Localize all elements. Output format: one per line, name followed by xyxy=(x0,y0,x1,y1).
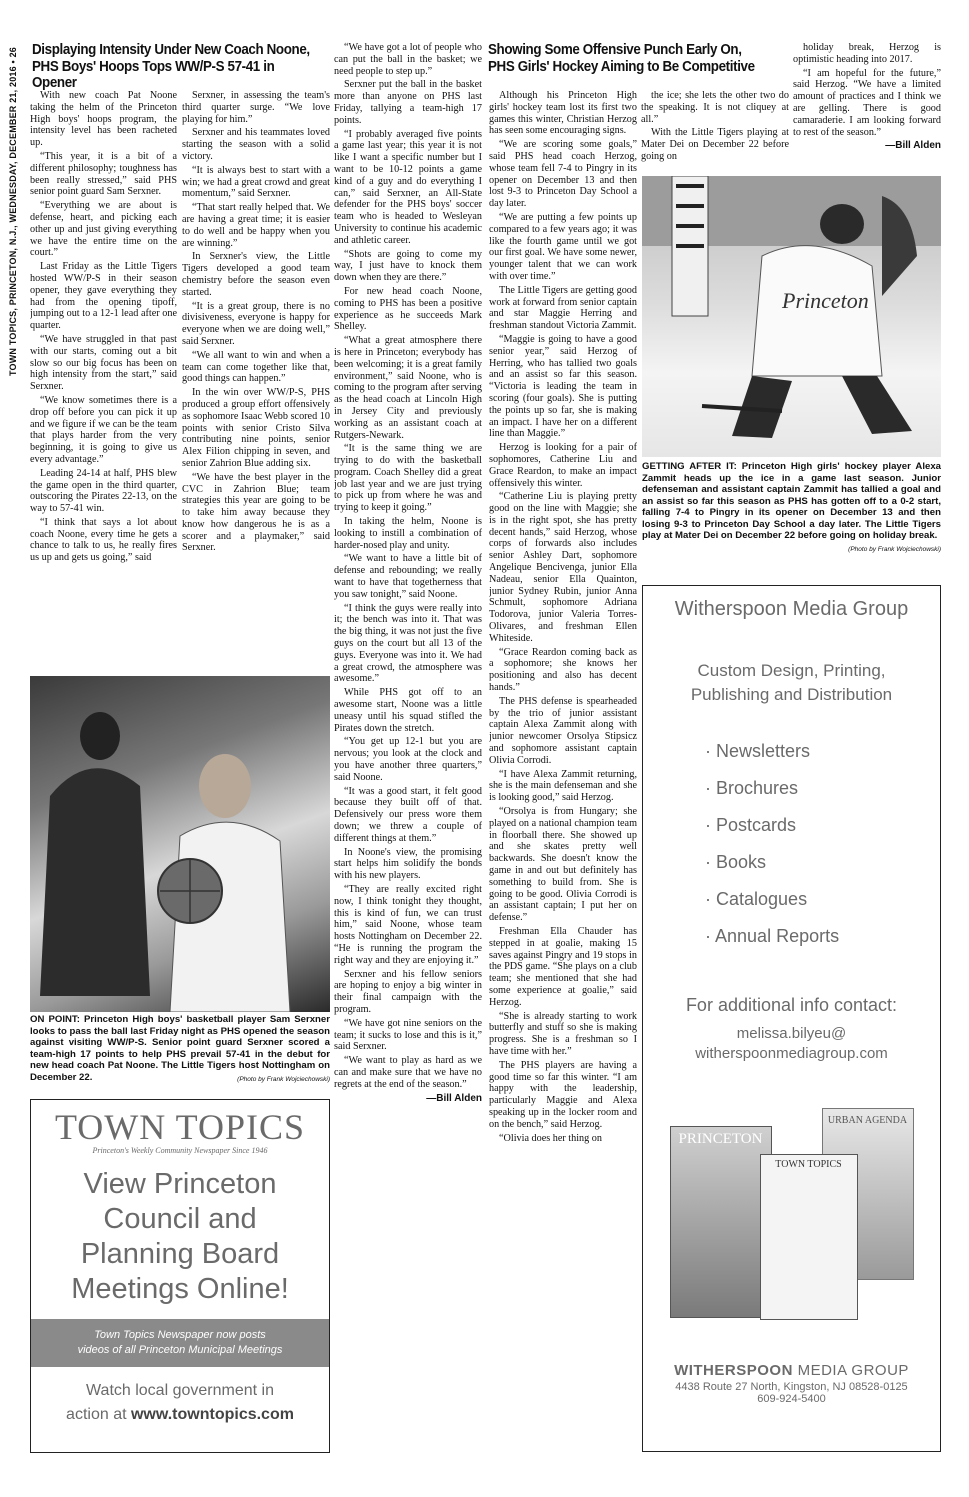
urban-agenda-title: URBAN AGENDA xyxy=(827,1115,908,1126)
town-topics-tagline: Princeton's Weekly Community Newspaper Since 1946 xyxy=(92,1146,268,1155)
boys-caption-text: ON POINT: Princeton High boys' basketball player Sam Serxner looks to pass the ball last Friday night as PHS opened the season against visiting WW/P-S. Senior point guard Serxner scored a team-high 17 points to help PHS prevail 57-41 in the debut for new head coach Pat Noone. The Little Tigers host Nottingham on December 22. xyxy=(30,1014,330,1083)
town-topics-ad xyxy=(30,1099,330,1453)
basketball-player-illustration xyxy=(30,676,330,1012)
paragraph: “Orsolya is from Hungary; she played on a national champion team in floorball there. She showed up and she skates pretty well backwards. She doesn't know the game in and out but definitely has something to build from. She is going to be good. Olivia Corrodi is an assistant captain; I put her on defense.” xyxy=(489,806,637,924)
service-newsletters: · Newsletters xyxy=(705,741,811,761)
paragraph: “It was a good start, it felt good because they built off of that. Defensively our press wore them down; we threw a couple of different things at them.” xyxy=(334,785,482,844)
footer-prefix: action at xyxy=(66,1406,131,1423)
service-annual-reports: · Annual Reports xyxy=(705,926,840,946)
girls-col6-body xyxy=(793,42,941,138)
paragraph: “Olivia does her thing on xyxy=(499,1132,602,1144)
footer-line-2 xyxy=(31,1403,329,1427)
girls-headline-line-2: PHS Girls' Hockey Aiming to Be Competitive xyxy=(488,58,755,75)
footer-line-1: Watch local government in xyxy=(86,1382,274,1399)
jersey-text: Princeton xyxy=(782,288,869,313)
boys-column-1 xyxy=(30,90,177,672)
service-catalogues: · Catalogues xyxy=(705,889,808,909)
paragraph: “We have got nine seniors on the team; it sucks to lose and this is it,” said Serxner. xyxy=(334,1017,482,1053)
witherspoon-subtitle xyxy=(643,659,940,707)
paragraph: holiday break, Herzog is optimistic heading into 2017. xyxy=(793,42,941,65)
ad-headline-line-1: View Princeton xyxy=(83,1168,277,1200)
subtitle-line-1: Custom Design, Printing, xyxy=(697,661,886,680)
boys-col2-body xyxy=(182,90,330,554)
paragraph: “I probably averaged five points a game last year; this year it is not like I want a specific number but I want to be 10-12 points a game kind of a guy and do everything I can,” said Serxner, an All-State defender for the PHS boys' soccer team who is headed to Wesleyan University to continue his academic and athletic career. xyxy=(334,128,482,246)
paragraph: In Serxner's view, the Little Tigers developed a good team chemistry before the season even started. xyxy=(182,251,330,298)
brand-bold: WITHERSPOON xyxy=(674,1362,793,1379)
paragraph: Serxner put the ball in the basket more than anyone on PHS last Friday, tallying a team-high 17 points. xyxy=(334,79,482,126)
boys-headline-line-1: Displaying Intensity Under New Coach Noone, xyxy=(32,42,310,58)
paragraph: “They are really excited right now, I think tonight they thought, this is kind of fun, we can trust him,” said Noone, whose team hosts Nottingham on December 22. “He is running the program the right way and they are enjoying it.” xyxy=(334,883,482,966)
paragraph: “We are scoring some goals,” said PHS head coach Herzog, whose team fell 7-4 to Pingry in its opener on December 13 and then lost 9-3 to Princeton Day School a day later. xyxy=(489,139,637,210)
paragraph: The PHS players are having a good time so far this winter. “I am happy with the leadership, particularly Maggie and Alexa speaking up in the locker room and on the bench,” said Herzog. xyxy=(489,1059,637,1130)
ad-grey-band xyxy=(31,1319,329,1367)
girls-photo-caption xyxy=(642,461,941,555)
paragraph: “You get up 12-1 but you are nervous; you look at the clock and you have another three quarters,” said Noone. xyxy=(334,736,482,783)
email-line-2: witherspoonmediagroup.com xyxy=(695,1045,888,1062)
girls-column-4 xyxy=(489,90,637,1455)
paragraph: For new head coach Noone, coming to PHS has been a positive experience as he succeeds Mark Shelley. xyxy=(334,285,482,333)
girls-headline-line-1: Showing Some Offensive Punch Early On, xyxy=(488,42,742,58)
witherspoon-phone: 609-924-5400 xyxy=(757,1393,826,1405)
boys-column-2 xyxy=(182,90,330,672)
ad-headline-line-4: Meetings Online! xyxy=(71,1273,289,1305)
paragraph: In the win over WW/P-S, PHS produced a group effort offensively as sophomore Isaac Webb scored 10 points with senior Cristo Silva contributing nine points, senior Alex Filion chipping in seven, and senior Zahrion Blue adding six. xyxy=(182,387,330,469)
paragraph: With the Little Tigers playing at Mater Dei on December 22 before going on xyxy=(641,127,789,162)
paragraph: the ice; she lets the other two do the speaking. It is not cliquey at all.” xyxy=(641,90,789,125)
boys-photo-caption xyxy=(30,1014,330,1085)
paragraph: “We want to have a little bit of defense and rebounding; we really want to have that togetherness that you saw tonight,” said Noone. xyxy=(334,553,482,600)
paragraph: “We have got a lot of people who can put the ball in the basket; we need people to step up.” xyxy=(334,42,482,77)
paragraph: “She is already starting to work butterfly and stuff so she is making progress. She is a freshman so I have time with her.” xyxy=(489,1010,637,1057)
girls-col5-body xyxy=(641,90,789,163)
witherspoon-title: Witherspoon Media Group xyxy=(674,598,909,620)
paragraph: “We all want to win and when a team can come together like that, good things can happen.” xyxy=(182,349,330,385)
hockey-player-illustration xyxy=(642,176,941,457)
hockey-photo xyxy=(642,176,941,457)
services-list xyxy=(705,733,940,955)
paragraph: While PHS got off to an awesome start, Noone was a little uneasy until his squad stifled the Pirates down the stretch. xyxy=(334,687,482,734)
basketball-photo xyxy=(30,676,330,1012)
witherspoon-brand xyxy=(643,1362,940,1379)
subtitle-line-2: Publishing and Distribution xyxy=(690,685,893,704)
paragraph: “Maggie is going to have a good senior year,” said Herzog of Herring, who has tallied two goals and an assist so far this season. “Victoria is leading the team in scoring (four goals). She is putting the points up so far, she is making an impact. I have her on a different line than Maggie.” xyxy=(489,333,637,440)
paragraph: The PHS defense is spearheaded by the trio of junior assistant captain Alexa Zammit along with junior newcomer Orsolya Stipsicz and sophomore assistant captain Olivia Corrodi. xyxy=(489,695,637,766)
paragraph: “This year, it is a bit of a different philosophy; toughness has been really stressed,” said PHS senior point guard Sam Serxner. xyxy=(30,150,177,198)
towntopics-link[interactable]: www.towntopics.com xyxy=(130,1406,294,1423)
paragraph: “I am hopeful for the future,” said Herzog. “We have a limited amount of practices and I think we are gelling. There is good camaraderie. I am looking forward to rest of the season.” xyxy=(793,67,941,138)
paragraph: “I have Alexa Zammit returning, she is the main defenseman and she is looking good,” said Herzog. xyxy=(489,768,637,804)
ad-footer xyxy=(31,1379,329,1427)
band-line-2: videos of all Princeton Municipal Meetings xyxy=(77,1344,283,1356)
paragraph: “It is the same thing we are trying to do with the basketball program. Coach Shelley did a great job last year and we are just trying to pick up from where he was and trying to keep it going.” xyxy=(334,443,482,514)
paragraph: “I think the guys were really into it; the bench was into it. That was the big thing, it was not just the five guys on the court but all 13 of the guys. Everyone was into it. We had a great crowd, the atmosphere was awesome.” xyxy=(334,602,482,685)
paragraph: Last Friday as the Little Tigers hosted WW/P-S in their season opener, they gave everything they had from the opening tipoff, jumping out to a 12-1 lead after one quarter. xyxy=(30,261,177,332)
paragraph: Herzog is looking for a pair of sophomores, Catherine Liu and Grace Reardon, to make an impact offensively this winter. xyxy=(489,442,637,489)
princeton-magazine-title: PRINCETON xyxy=(678,1131,763,1147)
paragraph: “We know sometimes there is a drop off before you can pick it up and we figure if we can be the team that plays harder from the very beginning, it is going to give us every advantage.” xyxy=(30,394,177,465)
paragraph: The Little Tigers are getting good work at forward from senior captain and star Maggie Herring and freshman standout Victoria Zammit. xyxy=(489,284,637,332)
contact-heading: For additional info contact: xyxy=(685,995,898,1015)
boys-col3-body xyxy=(334,42,482,1091)
girls-col4-body xyxy=(489,90,637,1144)
paragraph: Leading 24-14 at half, PHS blew the game open in the third quarter, outscoring the Pirates 22-13, on the way to 57-41 win. xyxy=(30,467,177,515)
ad-headline-line-2: Council and xyxy=(103,1203,257,1235)
ad-headline-line-3: Planning Board xyxy=(80,1238,280,1270)
girls-photo-credit: (Photo by Frank Wojciechowski) xyxy=(848,545,941,553)
service-books: · Books xyxy=(705,852,767,872)
boys-photo-credit: (Photo by Frank Wojciechowski) xyxy=(237,1075,330,1083)
ad-headline xyxy=(31,1167,329,1307)
boys-signature: —Bill Alden xyxy=(426,1092,482,1104)
paragraph: Serxner and his teammates loved starting the season with a solid victory. xyxy=(182,127,330,162)
band-line-1: Town Topics Newspaper now posts xyxy=(94,1329,266,1341)
girls-headline xyxy=(488,42,767,75)
boys-column-3 xyxy=(334,42,482,1442)
service-brochures: · Brochures xyxy=(705,778,799,798)
paragraph: Serxner and his fellow seniors are hoping to enjoy a big winter in their final campaign with the program. xyxy=(334,968,482,1015)
paragraph: Serxner, in assessing the team's third quarter surge. “We love playing for him.” xyxy=(182,90,330,125)
paragraph: “Catherine Liu is playing pretty good on the line with Maggie; she is in the right spot, she has pretty decent hands,” said Herzog, whose corps of forwards also includes senior Ashley Dart, sophomore Angelique Bencivenga, junior Ella Nadeau, senior Ella Quainton, junior Sydney Rubin, junior Anna Schmult, sophomore Adriana Todorova, junior Valeria Torres-Olivares, and freshman Ellen Whiteside. xyxy=(489,491,637,644)
brand-rest: MEDIA GROUP xyxy=(792,1362,909,1379)
paragraph: In Noone's view, the promising start helps him solidify the bonds with his new players. xyxy=(334,846,482,882)
girls-caption-text: GETTING AFTER IT: Princeton High girls' hockey player Alexa Zammit heads up the ice in a game last season. Junior defenseman and assistant captain Zammit has tallied a goal and an assist so far this season as PHS has gotten off to a 0-2 start, falling 7-4 to Pingry in its opener on December 13 and then losing 9-3 to Princeton Day School a day later. The Little Tigers play at Mater Dei on December 22 before going on holiday break. xyxy=(642,461,941,541)
town-topics-logo: TOWN TOPICS xyxy=(54,1107,306,1147)
paragraph: “We have the best player in the CVC in Zahrion Blue; team strategies this year are going to be to take him away because they know how dangerous he is as a scorer and a playmaker,” said Serxner. xyxy=(182,471,330,554)
witherspoon-ad xyxy=(642,585,941,1452)
paragraph: “It is a great group, there is no divisiveness, everyone is happy for everyone when we are doing well,” said Serxner. xyxy=(182,300,330,347)
paragraph: “That start really helped that. We are having a great time; it is easier to do well and be happy when you are winning.” xyxy=(182,202,330,249)
witherspoon-address: 4438 Route 27 North, Kingston, NJ 08528-0125 xyxy=(675,1381,908,1393)
boys-col1-body xyxy=(30,90,177,564)
paragraph: “It is always best to start with a win; we had a great crowd and great momentum,” said Serxner. xyxy=(182,164,330,200)
paragraph: “I think that says a lot about coach Noone, every time he gets a chance to talk to us, he really fires us up and gets us going,” said xyxy=(30,516,177,564)
girls-column-5 xyxy=(641,90,789,172)
email-line-1: melissa.bilyeu@ xyxy=(736,1025,847,1042)
paragraph: “Grace Reardon coming back as a sophomore; she knows her positioning and also has decent hands.” xyxy=(489,646,637,694)
contact-email[interactable] xyxy=(643,1024,940,1064)
paragraph: “We have struggled in that past with our starts, coming out a bit slow so our big focus has been on high intensity from the start,” said Serxner. xyxy=(30,333,177,393)
boys-headline-line-2: PHS Boys' Hoops Tops WW/P-S 57-41 in Opener xyxy=(32,58,275,91)
town-topics-cover xyxy=(760,1154,858,1320)
paragraph: “We want to play as hard as we can and make sure that we have no regrets at the end of the season.” xyxy=(334,1055,482,1090)
page-folio: TOWN TOPICS, PRINCETON, N.J., WEDNESDAY, DECEMBER 21, 2016 • 26 xyxy=(8,46,18,376)
paragraph: “Everything we are about is defense, heart, and picking each other up and just giving everything we have the entire time on the court.” xyxy=(30,200,177,259)
town-topics-cover-title: TOWN TOPICS xyxy=(775,1159,842,1170)
paragraph: “What a great atmosphere there is here in Princeton; everybody has been welcoming; it is a great family environment,” said Noone, who is coming to the program after serving as the head coach at Lincoln High in Jersey City and previously working as an assistant coach at Rutgers-Newark. xyxy=(334,335,482,441)
girls-signature: —Bill Alden xyxy=(885,140,941,152)
paragraph: “Shots are going to come my way, I just have to knock them down when they are there.” xyxy=(334,248,482,284)
service-postcards: · Postcards xyxy=(705,815,797,835)
paragraph: Freshman Ella Chauder has stepped in at goalie, making 15 saves against Pingry and 19 stops in the PDS game. “She plays on a club team; she mentioned that she had some experience at goalie,” said Herzog. xyxy=(489,925,637,1008)
paragraph: In taking the helm, Noone is looking to instill a combination of harder-nosed play and unity. xyxy=(334,516,482,551)
boys-headline xyxy=(32,42,311,92)
magazine-collage xyxy=(662,1108,922,1318)
paragraph: With new coach Pat Noone taking the helm of the Princeton High boys' hoops program, the intensity level has been racheted up. xyxy=(30,90,177,149)
girls-column-6 xyxy=(793,42,941,174)
paragraph: “We are putting a few points up compared to a few years ago; it was like the fourth game until we got our first goal. We have some newer, younger talent that we can work with over time.” xyxy=(489,211,637,282)
paragraph: Although his Princeton High girls' hockey team lost its first two games this winter, Christian Herzog has seen some encouraging signs. xyxy=(489,90,637,137)
princeton-magazine-cover xyxy=(670,1126,772,1318)
